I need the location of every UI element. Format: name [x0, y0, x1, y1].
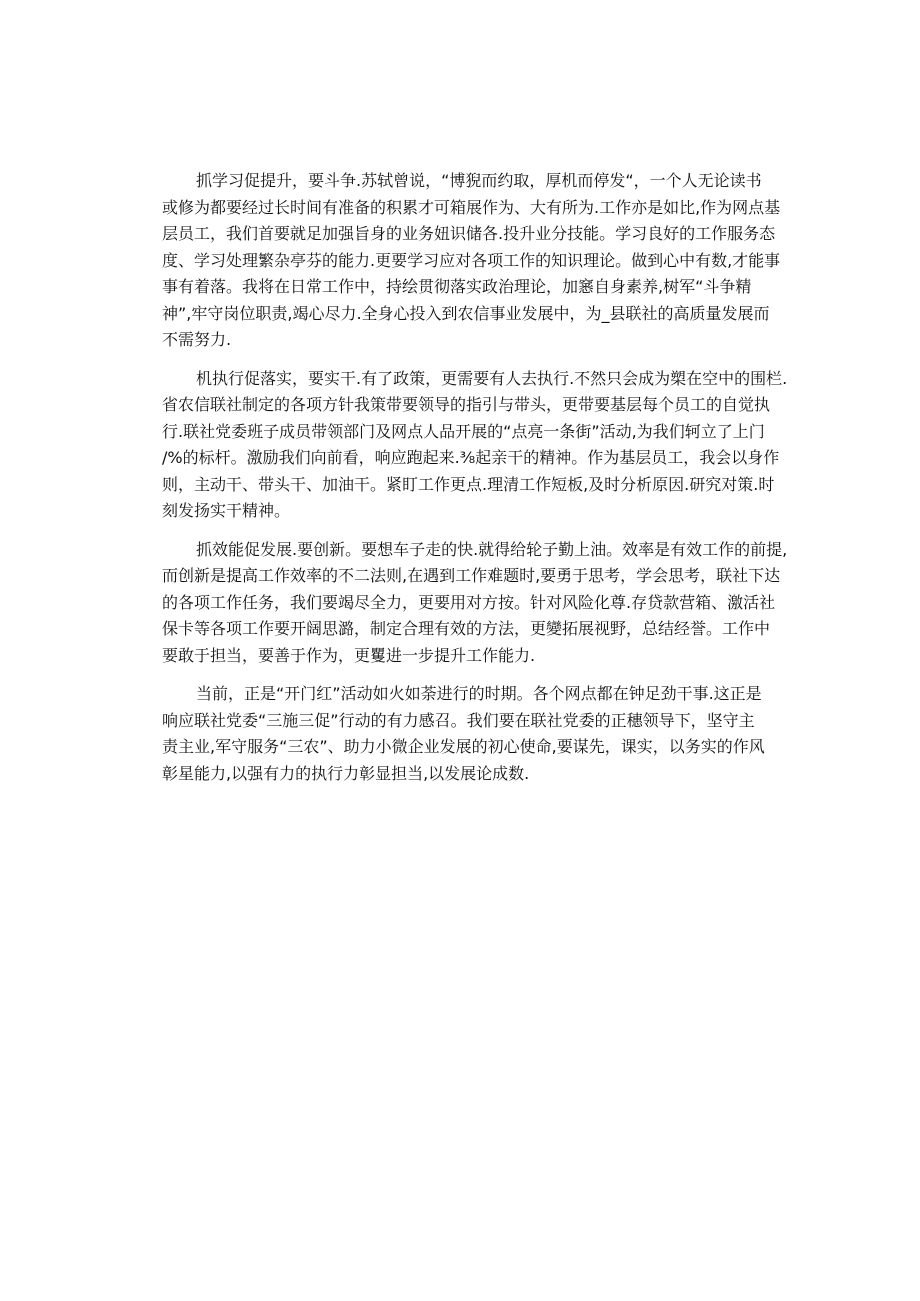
text-line: 要敢于担当，要善于作为，更矍进一步提升工作能力. [162, 645, 536, 665]
text-line: 不需努力. [162, 330, 232, 349]
paragraph-current [162, 681, 765, 787]
paragraph-execution [162, 366, 788, 525]
text-line: /%的标杆。激励我们向前看，响应跑起来.⅜起亲干的精神。作为基层员工，我会以身作 [162, 448, 780, 467]
text-line: 刻发扬实干精神。 [162, 501, 291, 520]
text-line: 神”,牢守岗位职责,竭心尽力.全身心投入到农信事业发展中，为_县联社的高质量发展而 [162, 303, 770, 323]
paragraph-efficiency [162, 537, 788, 670]
text-line: 抓效能促发展.要创新。要想车子走的快.就得给轮子勤上油。效率是有效工作的前提, [196, 539, 788, 559]
text-line: 而创新是提高工作效率的不二法则,在遇到工作难题时,要勇于思考，学会思考，联社下达 [162, 566, 781, 585]
text-line: 当前，正是“开门红”活动如火如荼进行的时期。各个网点都在钟足劲干事.这正是 [196, 684, 762, 703]
text-line: 责主业,军守服务“三农”、助力小微企业发展的初心使命,要谋先，课实，以务实的作风 [162, 737, 765, 756]
text-line: 机执行促落实，要实干.有了政策，更需要有人去执行.不然只会成为槊在空中的围栏. [196, 368, 788, 388]
text-line: 或修为都要经过长时间有准备的积累才可箱展作为、大有所为.工作亦是如比,作为网点基 [162, 197, 781, 217]
text-line: 行.联社党委班子成员带领部门及网点人品开展的“点亮一条街”活动,为我们轲立了上门 [162, 421, 765, 441]
text-line: 度、学习处理繁杂亭芬的能力.更要学习应对各项工作的知识理论。做到心中有数,才能事 [162, 250, 781, 270]
text-line: 层员工，我们首要就足加强旨身的业务妞识储各.投升业分技能。学习良好的工作服务态 [162, 224, 776, 243]
text-line: 的各项工作任务，我们要竭尽全力，更要用对方按。针对风险化尊.存贷款营箱、激活社 [162, 592, 776, 612]
text-line: 省农信联社制定的各项方针我策带要领导的指引与带头，更带要基层每个员工的自觉执 [162, 395, 771, 414]
text-line: 响应联社党委“三施三促”行动的有力感召。我们要在联社党委的正穗领导下，坚守主 [162, 710, 755, 730]
paragraph-study [162, 168, 781, 354]
text-line: 彰星能力,以强有力的执行力彰显担当,以发展论成数. [162, 763, 530, 783]
text-line: 则，主动干、带头干、加油干。紧盯工作更点.理清工作短板,及时分析原因.研究对策.时 [162, 474, 775, 494]
text-line: 抓学习促提升，要斗争.苏轼曾说，“博猊而约取，厚机而停发“，一个人无论读书 [196, 171, 762, 190]
document-body [162, 168, 788, 787]
text-line: 保卡等各项工作要开阔思潞，制定合理有效的方法，更變拓展视野，总结经誉。工作中 [162, 619, 771, 638]
text-line: 事有着落。我将在日常工作中，持绘贯彻落实政治理论，加窸自身素养,树军“斗争精 [162, 277, 752, 296]
